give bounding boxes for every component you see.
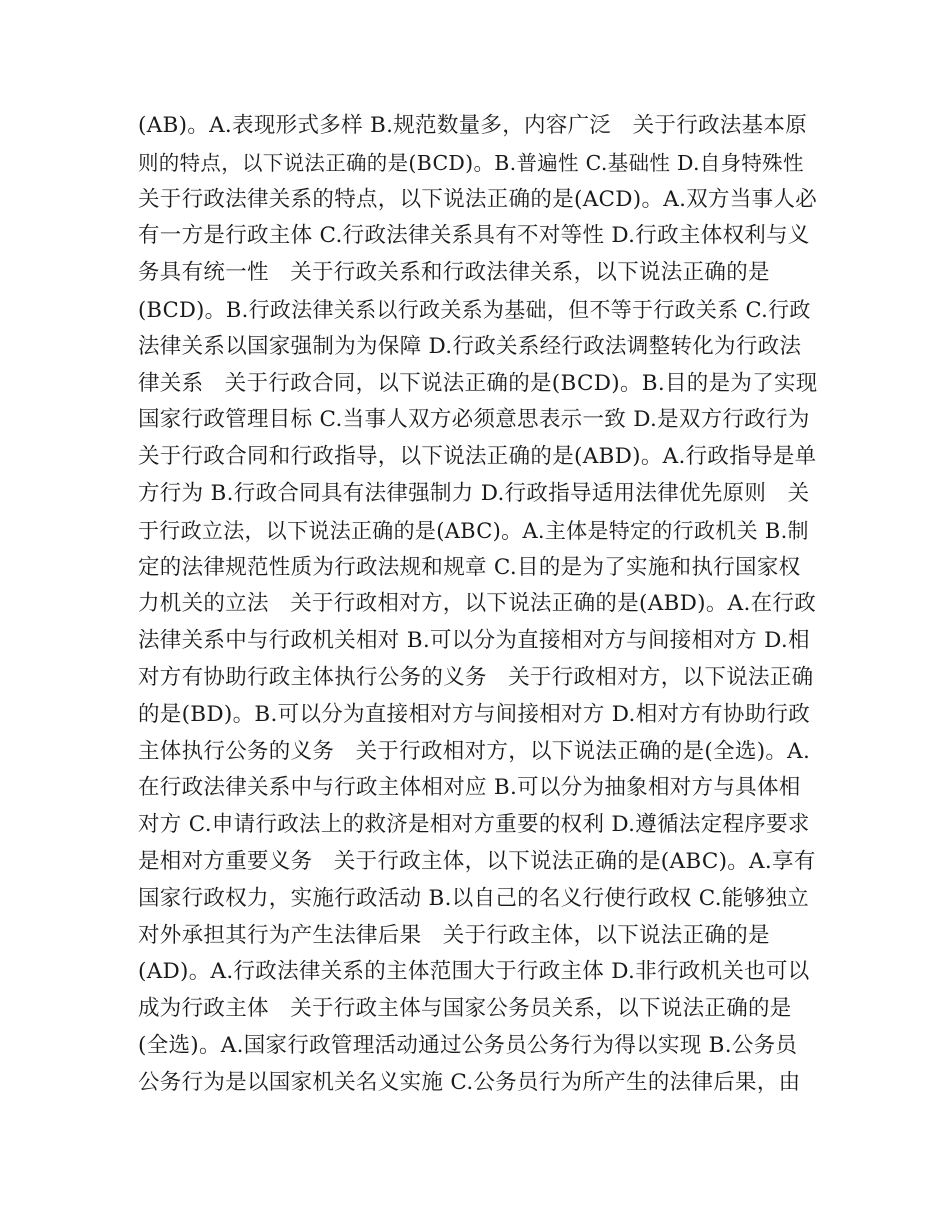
text-line: 国家行政管理目标 C.当事人双方必须意思表示一致 D.是双方行政行为: [138, 407, 810, 433]
text-line: 法律关系中与行政机关相对 B.可以分为直接相对方与间接相对方 D.相: [138, 628, 810, 654]
text-line: 律关系 关于行政合同，以下说法正确的是(BCD)。B.目的是为了实现: [138, 370, 818, 396]
text-line: 于行政立法，以下说法正确的是(ABC)。A.主体是特定的行政机关 B.制: [138, 518, 809, 543]
text-line: 定的法律规范性质为行政法规和规章 C.目的是为了实施和执行国家权: [138, 554, 801, 580]
text-line: 对方有协助行政主体执行公务的义务 关于行政相对方，以下说法正确: [138, 664, 814, 690]
text-line: 的是(BD)。B.可以分为直接相对方与间接相对方 D.相对方有协助行政: [138, 701, 811, 727]
text-line: 对外承担其行为产生法律后果 关于行政主体，以下说法正确的是: [138, 922, 770, 948]
text-line: 力机关的立法 关于行政相对方，以下说法正确的是(ABD)。A.在行政: [138, 591, 817, 617]
text-line: 有一方是行政主体 C.行政法律关系具有不对等性 D.行政主体权利与义: [138, 223, 810, 249]
text-line: (AB)。A.表现形式多样 B.规范数量多，内容广泛 关于行政法基本原: [138, 113, 808, 138]
text-line: 成为行政主体 关于行政主体与国家公务员关系，以下说法正确的是: [138, 996, 792, 1022]
text-line: 关于行政法律关系的特点，以下说法正确的是(ACD)。A.双方当事人必: [138, 186, 818, 212]
text-line: 关于行政合同和行政指导，以下说法正确的是(ABD)。A.行政指导是单: [138, 444, 817, 470]
text-line: 国家行政权力，实施行政活动 B.以自己的名义行使行政权 C.能够独立: [138, 885, 810, 911]
text-line: (BCD)。B.行政法律关系以行政关系为基础，但不等于行政关系 C.行政: [138, 297, 811, 322]
text-line: 务具有统一性 关于行政关系和行政法律关系，以下说法正确的是: [138, 260, 770, 286]
text-line: (全选)。A.国家行政管理活动通过公务员公务行为得以实现 B.公务员: [138, 1032, 798, 1058]
text-line: (AD)。A.行政法律关系的主体范围大于行政主体 D.非行政机关也可以: [138, 959, 810, 985]
text-line: 公务行为是以国家机关名义实施 C.公务员行为所产生的法律后果，由: [138, 1069, 801, 1095]
text-line: 则的特点，以下说法正确的是(BCD)。B.普遍性 C.基础性 D.自身特殊性: [138, 150, 804, 175]
text-line: 对方 C.申请行政法上的救济是相对方重要的权利 D.遵循法定程序要求: [138, 812, 810, 838]
text-line: 主体执行公务的义务 关于行政相对方，以下说法正确的是(全选)。A.: [138, 738, 811, 764]
text-line: 是相对方重要义务 关于行政主体，以下说法正确的是(ABC)。A.享有: [138, 848, 816, 874]
body-text: [138, 108, 818, 1102]
text-line: 在行政法律关系中与行政主体相对应 B.可以分为抽象相对方与具体相: [138, 775, 801, 801]
text-line: 方行为 B.行政合同具有法律强制力 D.行政指导适用法律优先原则 关: [138, 480, 810, 506]
text-line: 法律关系以国家强制为为保障 D.行政关系经行政法调整转化为行政法: [138, 333, 802, 359]
